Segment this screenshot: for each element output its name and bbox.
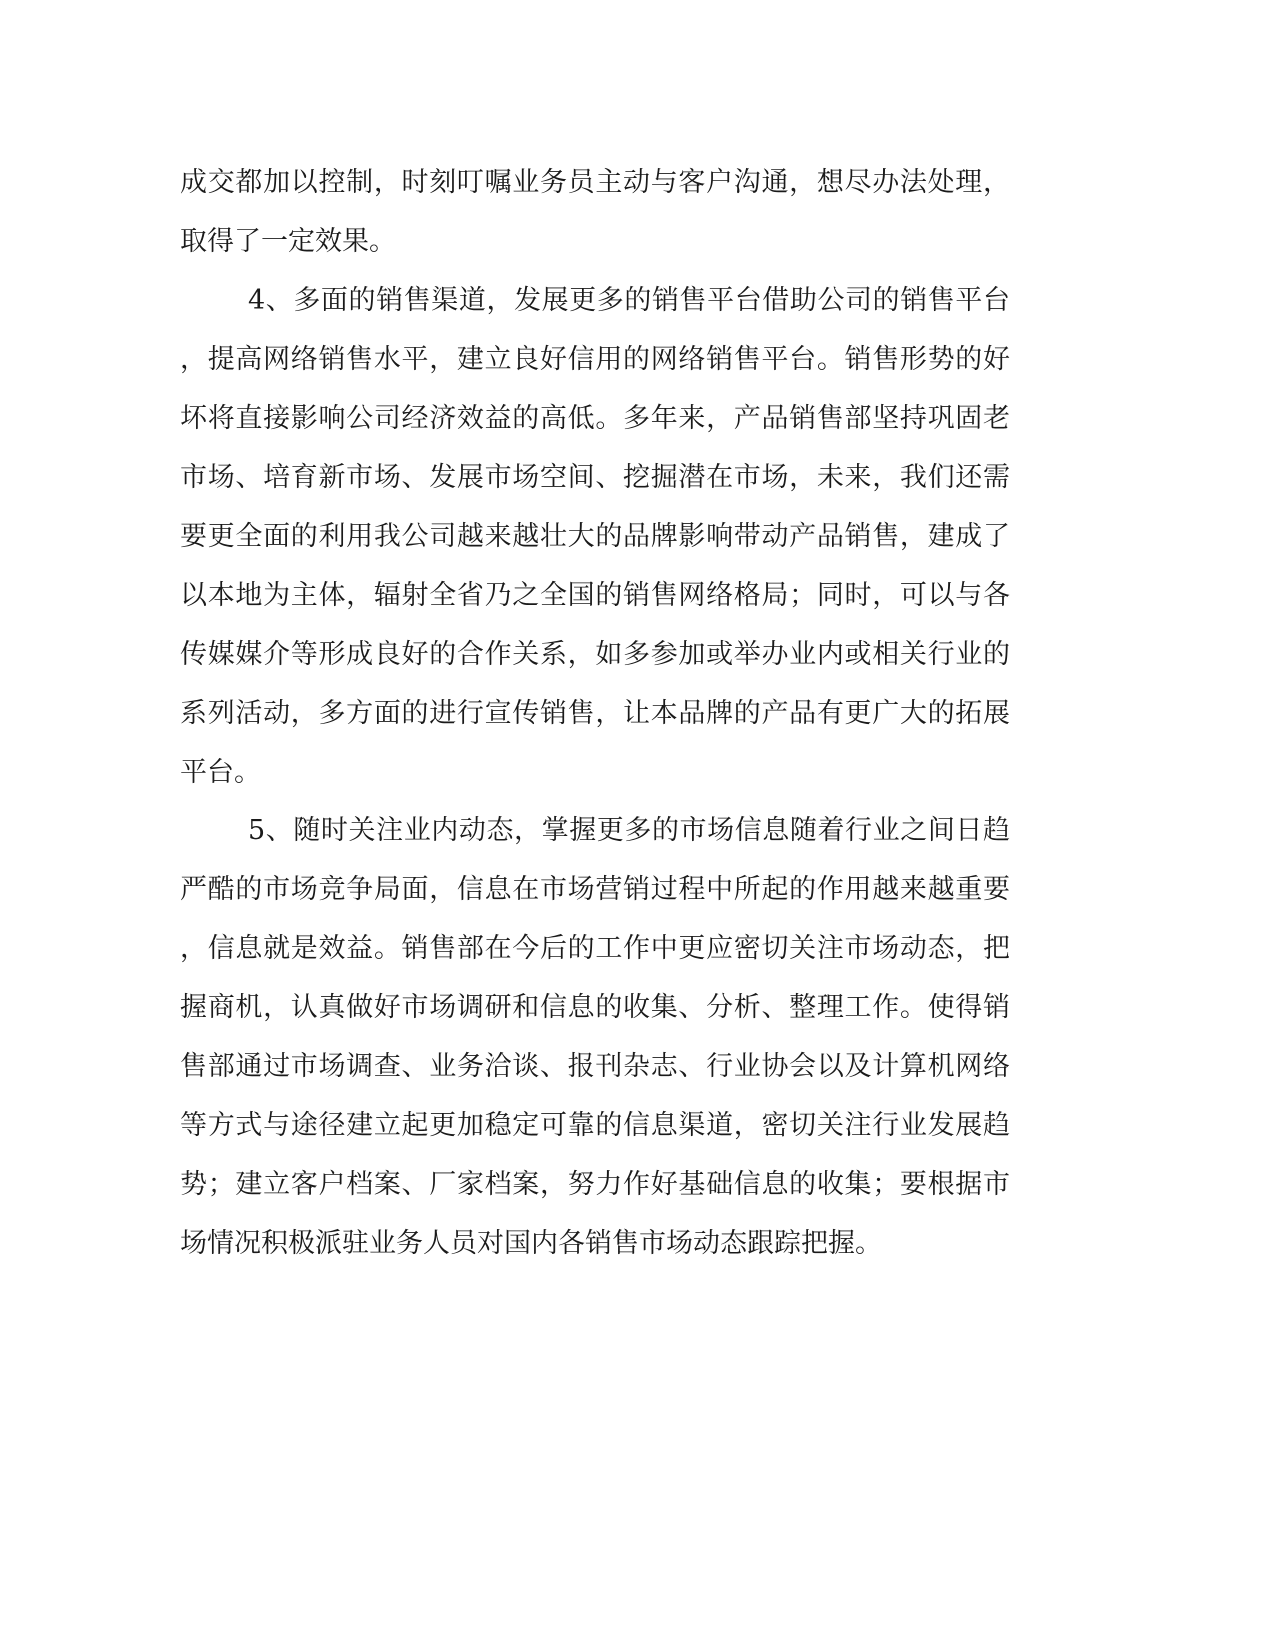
paragraph-line: 以本地为主体，辐射全省乃之全国的销售网络格局；同时，可以与各 <box>180 580 1010 611</box>
paragraph-5-first-line: 5、随时关注业内动态，掌握更多的市场信息随着行业之间日趋 <box>248 815 1010 846</box>
paragraph-line: ，提高网络销售水平，建立良好信用的网络销售平台。销售形势的好 <box>180 344 1010 375</box>
paragraph-line: 系列活动，多方面的进行宣传销售，让本品牌的产品有更广大的拓展 <box>180 698 1010 729</box>
paragraph-line: 场情况积极派驻业务人员对国内各销售市场动态跟踪把握。 <box>180 1228 882 1259</box>
paragraph-line: 要更全面的利用我公司越来越壮大的品牌影响带动产品销售，建成了 <box>180 521 1010 552</box>
paragraph-line: 势；建立客户档案、厂家档案，努力作好基础信息的收集；要根据市 <box>180 1169 1010 1200</box>
paragraph-line: 市场、培育新市场、发展市场空间、挖掘潜在市场，未来，我们还需 <box>180 462 1010 493</box>
paragraph-line: 售部通过市场调查、业务洽谈、报刊杂志、行业协会以及计算机网络 <box>180 1051 1010 1082</box>
paragraph-line: ，信息就是效益。销售部在今后的工作中更应密切关注市场动态，把 <box>180 933 1010 964</box>
paragraph-line: 坏将直接影响公司经济效益的高低。多年来，产品销售部坚持巩固老 <box>180 403 1010 434</box>
paragraph-line: 取得了一定效果。 <box>180 226 396 257</box>
paragraph-line: 握商机，认真做好市场调研和信息的收集、分析、整理工作。使得销 <box>180 992 1010 1023</box>
paragraph-line: 成交都加以控制，时刻叮嘱业务员主动与客户沟通，想尽办法处理， <box>180 167 1010 198</box>
paragraph-line: 平台。 <box>180 757 261 788</box>
paragraph-line: 传媒媒介等形成良好的合作关系，如多参加或举办业内或相关行业的 <box>180 639 1010 670</box>
paragraph-4-first-line: 4、多面的销售渠道，发展更多的销售平台借助公司的销售平台 <box>248 285 1010 316</box>
paragraph-line: 严酷的市场竞争局面，信息在市场营销过程中所起的作用越来越重要 <box>180 874 1010 905</box>
paragraph-line: 等方式与途径建立起更加稳定可靠的信息渠道，密切关注行业发展趋 <box>180 1110 1010 1141</box>
